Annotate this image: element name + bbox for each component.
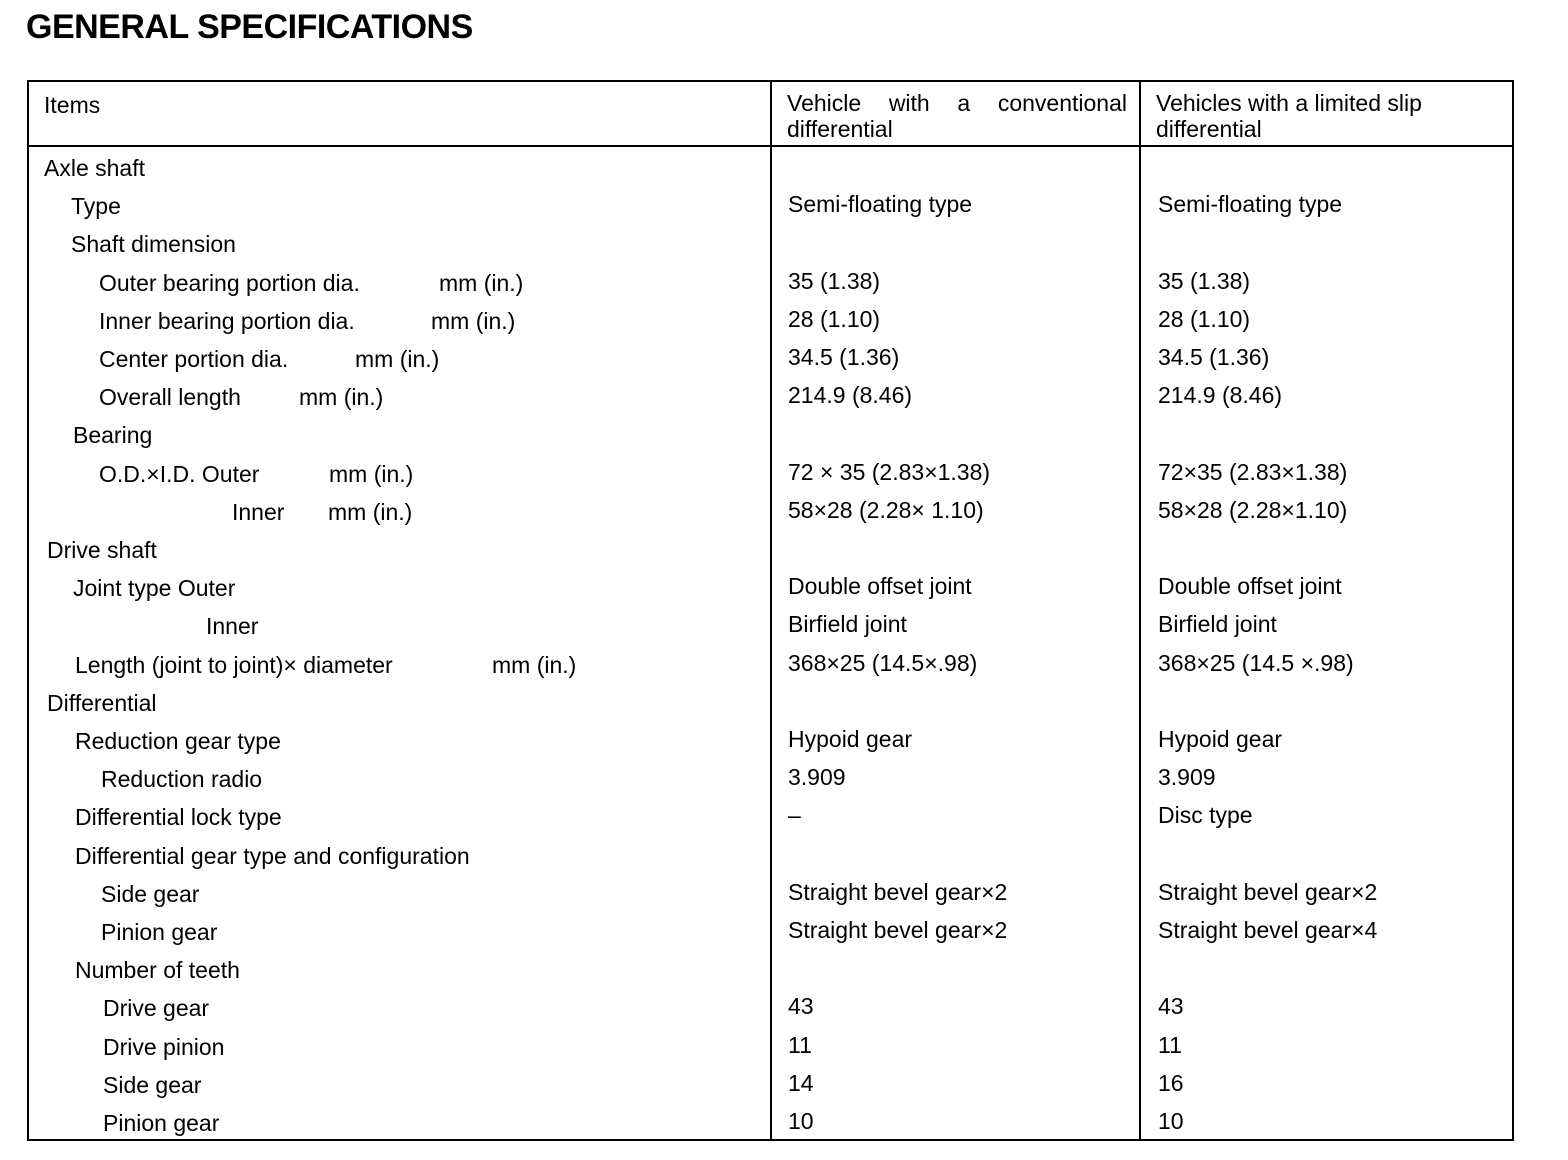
row-conventional-value: Birfield joint xyxy=(788,611,907,637)
row-conventional-value: 14 xyxy=(788,1070,814,1096)
row-item-label: Center portion dia. xyxy=(99,346,289,372)
row-conventional-value: 368×25 (14.5×.98) xyxy=(788,650,978,676)
row-item-label: Shaft dimension xyxy=(71,231,236,257)
row-item-label: Side gear xyxy=(103,1072,202,1098)
row-conventional-value: Semi-floating type xyxy=(788,191,973,217)
page-title: GENERAL SPECIFICATIONS xyxy=(26,8,473,46)
row-conventional-value: 43 xyxy=(788,993,814,1019)
row-unit: mm (in.) xyxy=(328,499,413,525)
row-conventional-value: 11 xyxy=(788,1032,812,1058)
row-item-label: Differential lock type xyxy=(75,804,282,830)
row-limited-slip-value: Disc type xyxy=(1158,802,1253,828)
row-item-label: Length (joint to joint)× diameter xyxy=(75,652,393,678)
row-limited-slip-value: Straight bevel gear×2 xyxy=(1158,879,1378,905)
row-limited-slip-value: 3.909 xyxy=(1158,764,1216,790)
row-item-label: Reduction gear type xyxy=(75,728,281,754)
row-item-label: Drive shaft xyxy=(47,537,157,563)
row-item-label: O.D.×I.D. Outer xyxy=(99,461,260,487)
row-limited-slip-value: 43 xyxy=(1158,993,1184,1019)
row-unit: mm (in.) xyxy=(439,270,524,296)
row-conventional-value: 214.9 (8.46) xyxy=(788,382,913,408)
row-unit: mm (in.) xyxy=(492,652,577,678)
row-unit: mm (in.) xyxy=(299,384,384,410)
row-limited-slip-value: 368×25 (14.5 ×.98) xyxy=(1158,650,1354,676)
row-limited-slip-value: Birfield joint xyxy=(1158,611,1277,637)
row-conventional-value: 10 xyxy=(788,1108,814,1134)
row-conventional-value: Hypoid gear xyxy=(788,726,913,752)
row-conventional-value: Double offset joint xyxy=(788,573,972,599)
row-conventional-value: 72 × 35 (2.83×1.38) xyxy=(788,459,991,485)
row-conventional-value: Straight bevel gear×2 xyxy=(788,879,1008,905)
row-item-label: Pinion gear xyxy=(101,919,218,945)
row-item-label: Drive pinion xyxy=(103,1034,225,1060)
row-item-label: Reduction radio xyxy=(101,766,263,792)
row-conventional-value: – xyxy=(788,802,801,828)
row-item-label: Differential gear type and configuration xyxy=(75,843,470,869)
column-divider xyxy=(770,82,772,1139)
spec-table xyxy=(27,80,1514,1141)
header-rule xyxy=(29,145,1512,147)
header-conventional: Vehicle with a conventional differential xyxy=(787,90,1127,142)
row-unit: mm (in.) xyxy=(431,308,516,334)
row-limited-slip-value: Straight bevel gear×4 xyxy=(1158,917,1378,943)
row-conventional-value: 3.909 xyxy=(788,764,846,790)
row-item-label: Pinion gear xyxy=(103,1110,220,1136)
header-items: Items xyxy=(44,92,101,118)
row-limited-slip-value: 11 xyxy=(1158,1032,1182,1058)
row-limited-slip-value: 16 xyxy=(1158,1070,1184,1096)
row-limited-slip-value: Hypoid gear xyxy=(1158,726,1283,752)
row-limited-slip-value: 35 (1.38) xyxy=(1158,268,1251,294)
row-item-label: Type xyxy=(71,193,121,219)
row-conventional-value: Straight bevel gear×2 xyxy=(788,917,1008,943)
row-item-label: Differential xyxy=(47,690,157,716)
row-item-label: Axle shaft xyxy=(44,155,145,181)
column-divider xyxy=(1139,82,1141,1139)
row-item-label: Side gear xyxy=(101,881,200,907)
row-limited-slip-value: Double offset joint xyxy=(1158,573,1342,599)
row-conventional-value: 58×28 (2.28× 1.10) xyxy=(788,497,984,523)
row-unit: mm (in.) xyxy=(355,346,440,372)
row-item-label: Drive gear xyxy=(103,995,210,1021)
row-limited-slip-value: 72×35 (2.83×1.38) xyxy=(1158,459,1348,485)
row-conventional-value: 34.5 (1.36) xyxy=(788,344,900,370)
row-item-label: Inner xyxy=(206,613,259,639)
row-limited-slip-value: 214.9 (8.46) xyxy=(1158,382,1283,408)
row-limited-slip-value: 58×28 (2.28×1.10) xyxy=(1158,497,1348,523)
row-conventional-value: 35 (1.38) xyxy=(788,268,881,294)
row-item-label: Outer bearing portion dia. xyxy=(99,270,360,296)
row-item-label: Bearing xyxy=(73,422,153,448)
row-item-label: Inner xyxy=(232,499,285,525)
row-item-label: Joint type Outer xyxy=(73,575,236,601)
row-unit: mm (in.) xyxy=(329,461,414,487)
row-limited-slip-value: 28 (1.10) xyxy=(1158,306,1251,332)
header-limited-slip: Vehicles with a limited slip differential xyxy=(1156,90,1422,142)
row-limited-slip-value: Semi-floating type xyxy=(1158,191,1343,217)
row-limited-slip-value: 34.5 (1.36) xyxy=(1158,344,1270,370)
row-item-label: Overall length xyxy=(99,384,241,410)
row-item-label: Inner bearing portion dia. xyxy=(99,308,355,334)
row-conventional-value: 28 (1.10) xyxy=(788,306,881,332)
row-limited-slip-value: 10 xyxy=(1158,1108,1184,1134)
row-item-label: Number of teeth xyxy=(75,957,240,983)
